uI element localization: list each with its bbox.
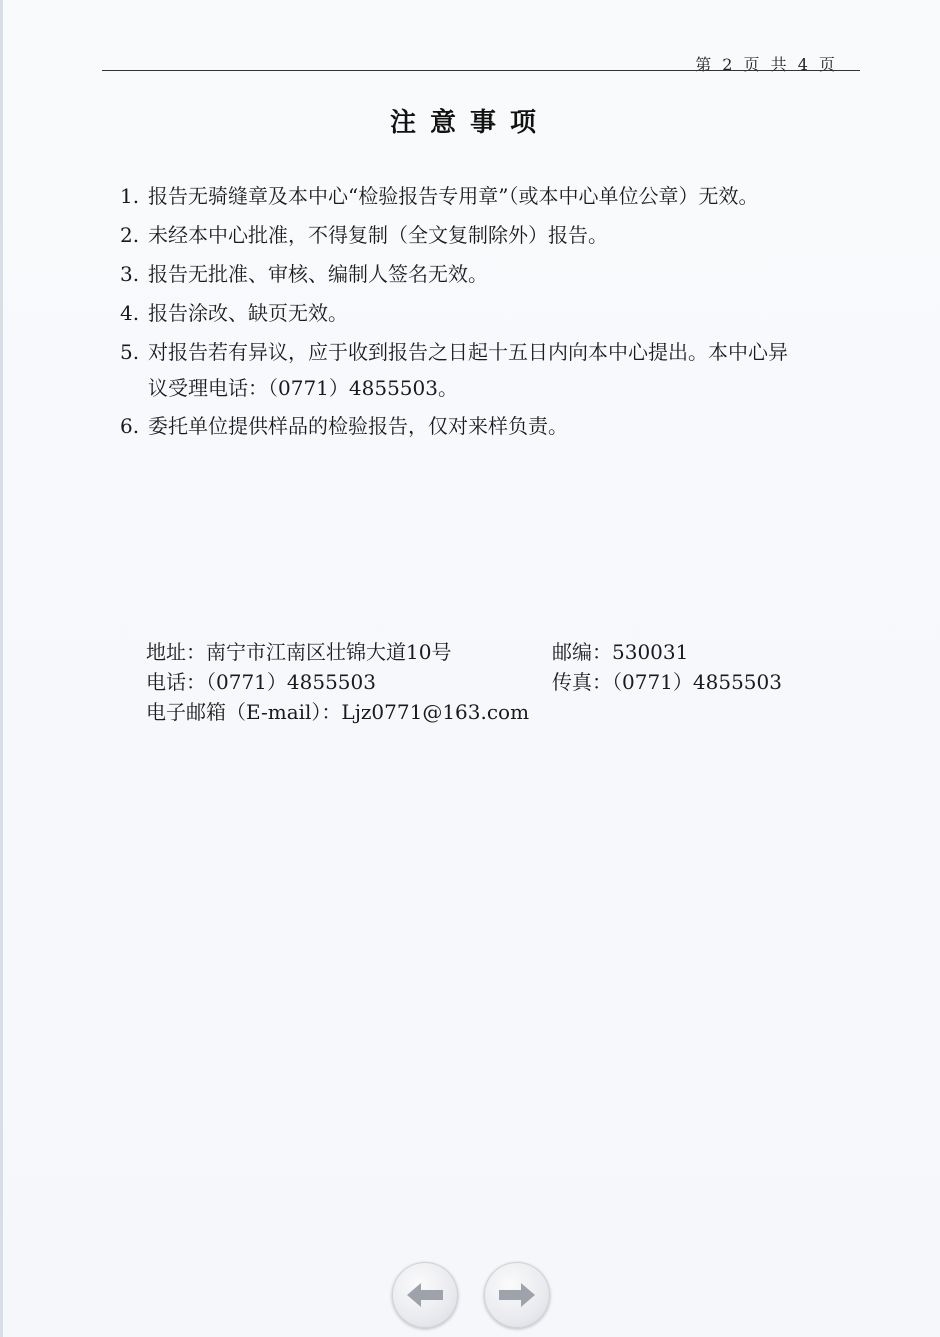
arrow-left-icon (405, 1280, 445, 1310)
list-item-number: 1. (120, 184, 140, 208)
page-title: 注意事项 (389, 108, 550, 138)
next-page-button[interactable] (484, 1262, 550, 1328)
header-divider (102, 70, 860, 71)
email: 电子邮箱（E-mail）：Ljz0771@163.com (146, 700, 530, 724)
list-item-number: 6. (120, 414, 140, 438)
contact-row (146, 636, 689, 666)
fax: 传真：（0771）4855503 (552, 670, 782, 694)
list-item-text: 报告无骑缝章及本中心“检验报告专用章”（或本中心单位公章）无效。 (148, 184, 759, 208)
list-item-text: 报告涂改、缺页无效。 (148, 301, 348, 325)
list-item (120, 334, 860, 406)
contact-row (146, 666, 782, 696)
contact-info (146, 636, 782, 726)
list-item (120, 178, 860, 215)
list-item-text: 未经本中心批准，不得复制（全文复制除外）报告。 (148, 223, 608, 247)
list-item (120, 408, 860, 445)
contact-row (146, 696, 529, 726)
arrow-right-icon (497, 1280, 537, 1310)
phone: 电话：（0771）4855503 (146, 670, 376, 694)
notes-list (120, 178, 860, 447)
list-item-number: 3. (120, 262, 140, 286)
list-item-text: 对报告若有异议，应于收到报告之日起十五日内向本中心提出。本中心异 (148, 340, 788, 364)
page-indicator: 第 2 页 共 4 页 (695, 55, 838, 74)
list-item-number: 5. (120, 340, 140, 364)
list-item-text-continued: 议受理电话：（0771）4855503。 (148, 376, 458, 400)
page-edge (0, 0, 3, 1337)
list-item-text: 委托单位提供样品的检验报告，仅对来样负责。 (148, 414, 568, 438)
previous-page-button[interactable] (392, 1262, 458, 1328)
list-item-number: 2. (120, 223, 140, 247)
postcode: 邮编：530031 (552, 640, 689, 664)
address: 地址：南宁市江南区壮锦大道10号 (146, 640, 452, 664)
list-item (120, 217, 860, 254)
list-item (120, 295, 860, 332)
list-item-text: 报告无批准、审核、编制人签名无效。 (148, 262, 488, 286)
list-item-number: 4. (120, 301, 140, 325)
list-item (120, 256, 860, 293)
